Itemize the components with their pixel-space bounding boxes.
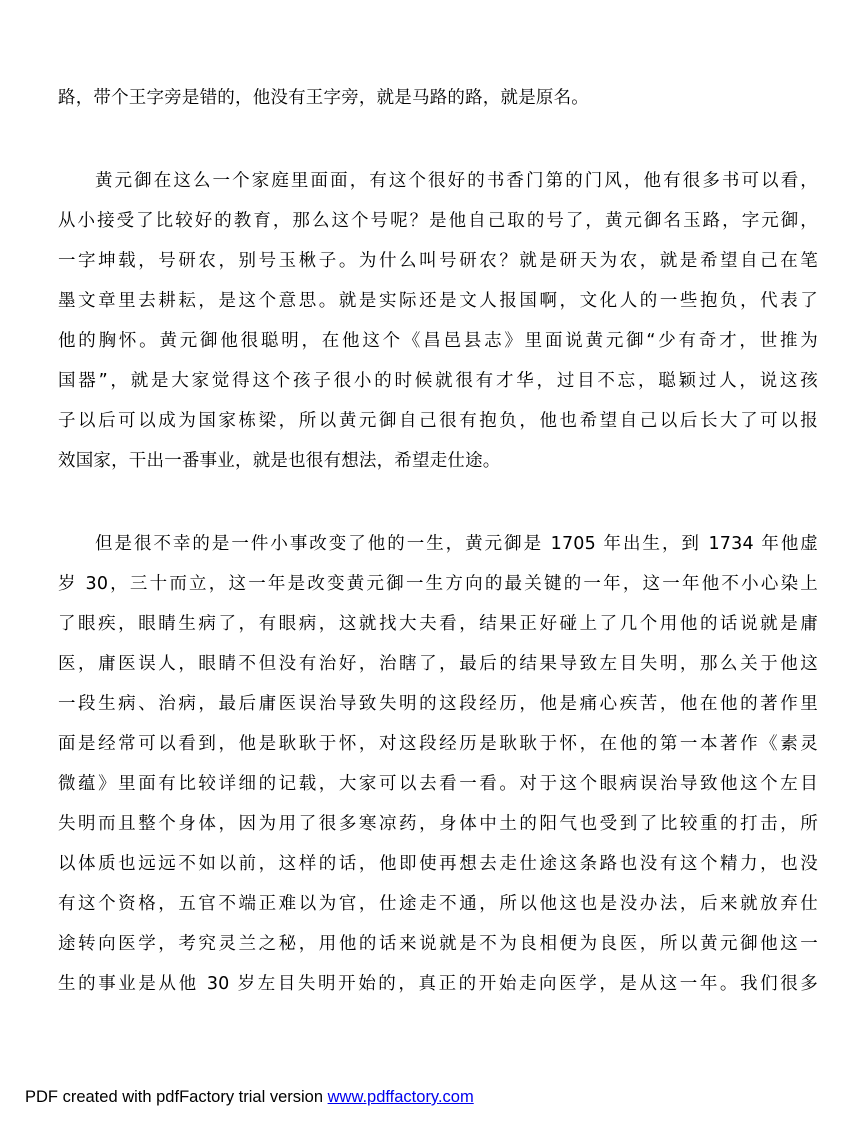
text-line: 生的事业是从他 30 岁左目失明开始的，真正的开始走向医学，是从这一年。我们很多 bbox=[58, 974, 818, 994]
text-line: 一字坤载，号研农，别号玉楸子。为什么叫号研农？就是研天为农，就是希望自己在笔 bbox=[58, 251, 818, 271]
text-line: 从小接受了比较好的教育，那么这个号呢？是他自己取的号了，黄元御名玉路，字元御， bbox=[58, 211, 818, 231]
pdffactory-link[interactable]: www.pdffactory.com bbox=[327, 1088, 474, 1106]
text-line: 他的胸怀。黄元御他很聪明，在他这个《昌邑县志》里面说黄元御“少有奇才，世推为 bbox=[58, 331, 818, 351]
text-line: 面是经常可以看到，他是耿耿于怀，对这段经历是耿耿于怀，在他的第一本著作《素灵 bbox=[58, 734, 818, 754]
text-line: 微蕴》里面有比较详细的记载，大家可以去看一看。对于这个眼病误治导致他这个左目 bbox=[58, 774, 818, 794]
text-line: 子以后可以成为国家栋梁，所以黄元御自己很有抱负，他也希望自己以后长大了可以报 bbox=[58, 411, 818, 431]
text-line: 但是很不幸的是一件小事改变了他的一生，黄元御是 1705 年出生，到 1734 年他虚 bbox=[95, 534, 818, 554]
paragraph-gap bbox=[58, 481, 818, 524]
text-line: 了眼疾，眼睛生病了，有眼病，这就找大夫看，结果正好碰上了几个用他的话说就是庸 bbox=[58, 614, 818, 634]
pdf-watermark-footer bbox=[25, 1088, 474, 1107]
text-line: 效国家，干出一番事业，就是也很有想法，希望走仕途。 bbox=[58, 451, 501, 471]
watermark-text: PDF created with pdfFactory trial version bbox=[25, 1088, 328, 1106]
text-line: 失明而且整个身体，因为用了很多寒凉药，身体中土的阳气也受到了比较重的打击，所 bbox=[58, 814, 818, 834]
text-line: 以体质也远远不如以前，这样的话，他即使再想去走仕途这条路也没有这个精力，也没 bbox=[58, 854, 818, 874]
text-line: 墨文章里去耕耘，是这个意思。就是实际还是文人报国啊，文化人的一些抱负，代表了 bbox=[58, 291, 818, 311]
text-line: 医，庸医误人，眼睛不但没有治好，治瞎了，最后的结果导致左目失明，那么关于他这 bbox=[58, 654, 818, 674]
paragraph bbox=[58, 524, 818, 1004]
paragraph bbox=[58, 161, 818, 481]
paragraph-gap bbox=[58, 118, 818, 161]
text-line: 一段生病、治病，最后庸医误治导致失明的这段经历，他是痛心疾苦，他在他的著作里 bbox=[58, 694, 818, 714]
text-line: 路，带个王字旁是错的，他没有王字旁，就是马路的路，就是原名。 bbox=[58, 88, 589, 108]
document-body bbox=[58, 78, 818, 1004]
text-line: 途转向医学，考究灵兰之秘，用他的话来说就是不为良相便为良医，所以黄元御他这一 bbox=[58, 934, 818, 954]
text-line: 黄元御在这么一个家庭里面面，有这个很好的书香门第的门风，他有很多书可以看， bbox=[95, 171, 818, 191]
text-line: 岁 30，三十而立，这一年是改变黄元御一生方向的最关键的一年，这一年他不小心染上 bbox=[58, 574, 818, 594]
paragraph bbox=[58, 78, 818, 118]
text-line: 国器”，就是大家觉得这个孩子很小的时候就很有才华，过目不忘，聪颖过人，说这孩 bbox=[58, 371, 818, 391]
text-line: 有这个资格，五官不端正难以为官，仕途走不通，所以他这也是没办法，后来就放弃仕 bbox=[58, 894, 818, 914]
